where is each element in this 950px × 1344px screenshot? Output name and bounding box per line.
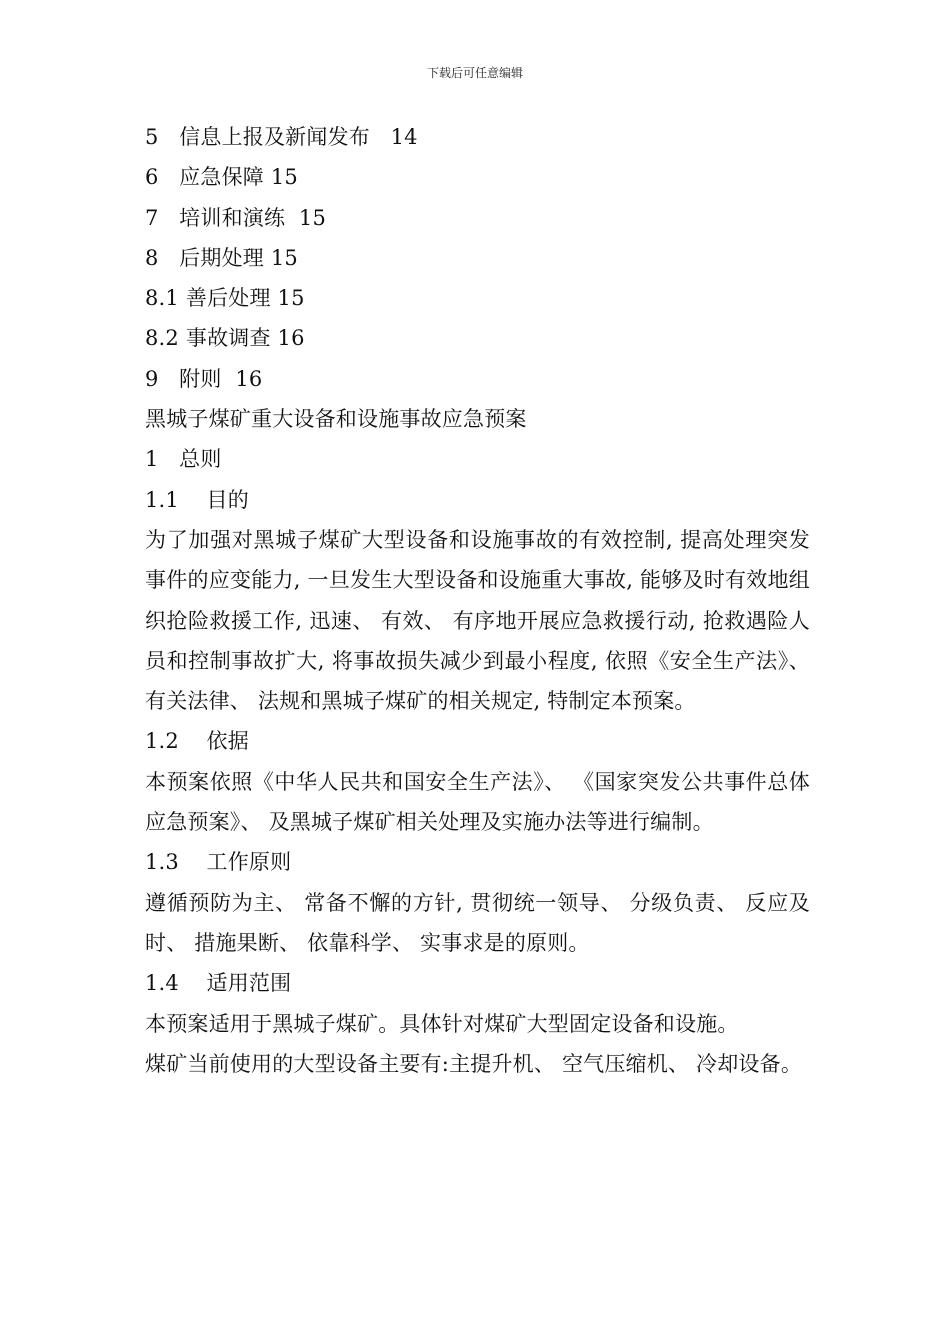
page-header: 下载后可任意编辑 — [426, 66, 523, 80]
toc-item: 6 应急保障 15 — [145, 165, 298, 190]
paragraph-principles: 遵循预防为主、 常备不懈的方针, 贯彻统一领导、 分级负责、 反应及时、 措施果断、 依靠科学、 实事求是的原则。 — [145, 890, 810, 955]
toc-item: 9 附则 16 — [145, 366, 263, 391]
document-title: 黑城子煤矿重大设备和设施事故应急预案 — [145, 407, 527, 432]
paragraph-purpose: 为了加强对黑城子煤矿大型设备和设施事故的有效控制, 提高处理突发事件的应变能力, 一旦发生大型设备和设施重大事故, 能够及时有效地组织抢险救援工作, 迅速、 有效、 有序地开展应急救援行动, 抢救遇险人员和控制事故扩大, 将事故损失减少到最小程度, 依照《安全生产法》、 有关法律、 法规和黑城子煤矿的相关规定, 特制定本预案。 — [145, 527, 810, 714]
toc-item: 7 培训和演练 15 — [145, 205, 327, 230]
paragraph-basis: 本预案依照《中华人民共和国安全生产法》、 《国家突发公共事件总体应急预案》、 及黑城子煤矿相关处理及实施办法等进行编制。 — [145, 769, 810, 835]
toc-item: 8.1 善后处理 15 — [145, 286, 305, 311]
toc-item: 8 后期处理 15 — [145, 245, 298, 270]
paragraph-scope-1: 本预案适用于黑城子煤矿。具体针对煤矿大型固定设备和设施。 — [145, 1011, 739, 1036]
section-heading-scope: 1.4 适用范围 — [145, 971, 292, 996]
section-heading-general: 1 总则 — [145, 447, 222, 472]
section-heading-basis: 1.2 依据 — [145, 729, 249, 754]
toc-item: 8.2 事故调查 16 — [145, 326, 305, 351]
section-heading-principles: 1.3 工作原则 — [145, 850, 292, 875]
toc-item: 5 信息上报及新闻发布 14 — [145, 125, 418, 149]
table-of-contents — [145, 117, 810, 399]
paragraph-scope-2: 煤矿当前使用的大型设备主要有:主提升机、 空气压缩机、 冷却设备。 — [145, 1051, 803, 1076]
section-heading-purpose: 1.1 目的 — [145, 487, 249, 512]
document-body — [145, 117, 810, 1084]
